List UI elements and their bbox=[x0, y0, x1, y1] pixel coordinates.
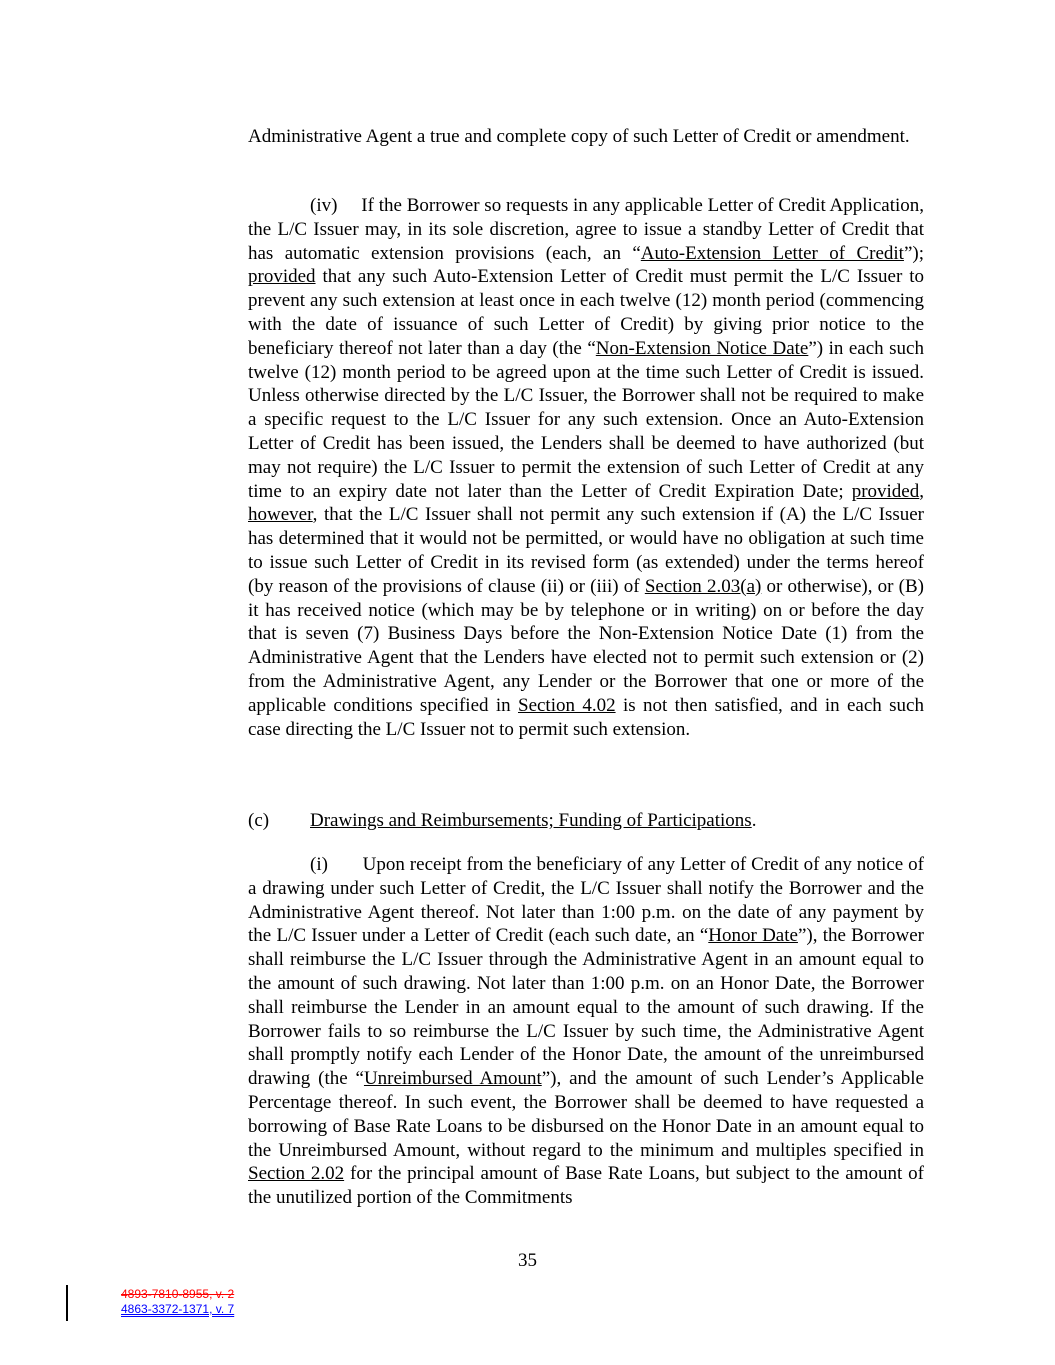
defined-term-honor-date: Honor Date bbox=[708, 925, 798, 947]
term-provided-2: provided bbox=[851, 480, 920, 502]
section-ref-2-03a: Section 2.03(a) bbox=[644, 575, 762, 597]
paragraph-i: (i) Upon receipt from the beneficiary of any Letter of Credit of any notice of a drawing under such Letter of Credit, the L/C Issuer shall notify the Borrower and the Administrative Agent thereof. Not later than 1:00 p.m. on the date of any payment by the L/C Issuer under a Letter of Credit (each such date, an “Honor Date”), the Borrower shall reimburse the L/C Issuer through the Administrative Agent in an amount equal to the amount of such drawing. Not later than 1:00 p.m. on an Honor Date, the Borrower shall reimburse the Lender in an amount equal to the amount of such drawing. If the Borrower fails to so reimburse the L/C Issuer by such time, the Administrative Agent shall promptly notify each Lender of the Honor Date, the amount of the unreimbursed drawing (the “Unreimbursed Amount”), and the amount of such Lender’s Applicable Percentage thereof. In such event, the Borrower shall be deemed to have requested a borrowing of Base Rate Loans to be disbursed on the Honor Date in an amount equal to the Unreimbursed Amount, without regard to the minimum and multiples specified in Section 2.02 for the principal amount of Base Rate Loans, but subject to the amount of the unutilized portion of the Commitments bbox=[248, 854, 924, 1209]
paragraph-iv: (iv) If the Borrower so requests in any applicable Letter of Credit Application, the L/C Issuer may, in its sole discretion, agree to issue a standby Letter of Credit that has automatic extension provisions (each, an “Auto-Extension Letter of Credit”); provided that any such Auto-Extension Letter of Credit must permit the L/C Issuer to prevent any such extension at least once in each twelve (12) month period (commencing with the date of issuance of such Letter of Credit) by giving prior notice to the beneficiary thereof not later than a day (the “Non-Extension Notice Date”) in each such twelve (12) month period to be agreed upon at the time such Letter of Credit is issued. Unless otherwise directed by the L/C Issuer, the Borrower shall not be required to make a specific request to the L/C Issuer for any such extension. Once an Auto-Extension Letter of Credit has been issued, the Lenders shall be deemed to have authorized (but may not require) the L/C Issuer to permit the extension of such Letter of Credit at any time to an expiry date not later than the Letter of Credit Expiration Date; provided, however, that the L/C Issuer shall not permit any such extension if (A) the L/C Issuer has determined that it would not be permitted, or would have no obligation at such time to issue such Letter of Credit in its revised form (as extended) under the terms hereof (by reason of the provisions of clause (ii) or (iii) of Section 2.03(a) or otherwise), or (B) it has received notice (which may be by telephone or in writing) on or before the day that is seven (7) Business Days before the Non-Extension Notice Date (1) from the Administrative Agent that the Lenders have elected not to permit such extension or (2) from the Administrative Agent, any Lender or the Borrower that one or more of the applicable conditions specified in Section 4.02 is not then satisfied, and in each such case directing the L/C Issuer not to permit such extension. bbox=[248, 195, 924, 740]
defined-term-auto-extension-letter-of-credit: Auto-Extension Letter of Credit bbox=[640, 242, 904, 264]
defined-term-non-extension-notice-date: Non-Extension Notice Date bbox=[595, 337, 809, 359]
inserted-doc-id: 4863-3372-1371, v. 7 bbox=[121, 1302, 235, 1316]
paragraph-continuation: Administrative Agent a true and complete copy of such Letter of Credit or amendment. bbox=[248, 126, 910, 147]
term-provided: provided bbox=[248, 266, 316, 288]
page-number: 35 bbox=[518, 1250, 537, 1271]
section-heading-c: (c) Drawings and Reimbursements; Funding of Participations. bbox=[248, 810, 757, 831]
heading-title: Drawings and Reimbursements; Funding of Participations bbox=[310, 810, 752, 831]
document-ids bbox=[66, 1287, 234, 1317]
term-however: however bbox=[248, 504, 313, 526]
section-ref-2-02: Section 2.02 bbox=[248, 1163, 345, 1185]
section-ref-4-02: Section 4.02 bbox=[518, 694, 616, 716]
defined-term-unreimbursed-amount: Unreimbursed Amount bbox=[363, 1068, 542, 1090]
heading-label: (c) bbox=[248, 810, 270, 831]
deleted-doc-id: 4893-7810-8955, v. 2 bbox=[121, 1287, 235, 1301]
